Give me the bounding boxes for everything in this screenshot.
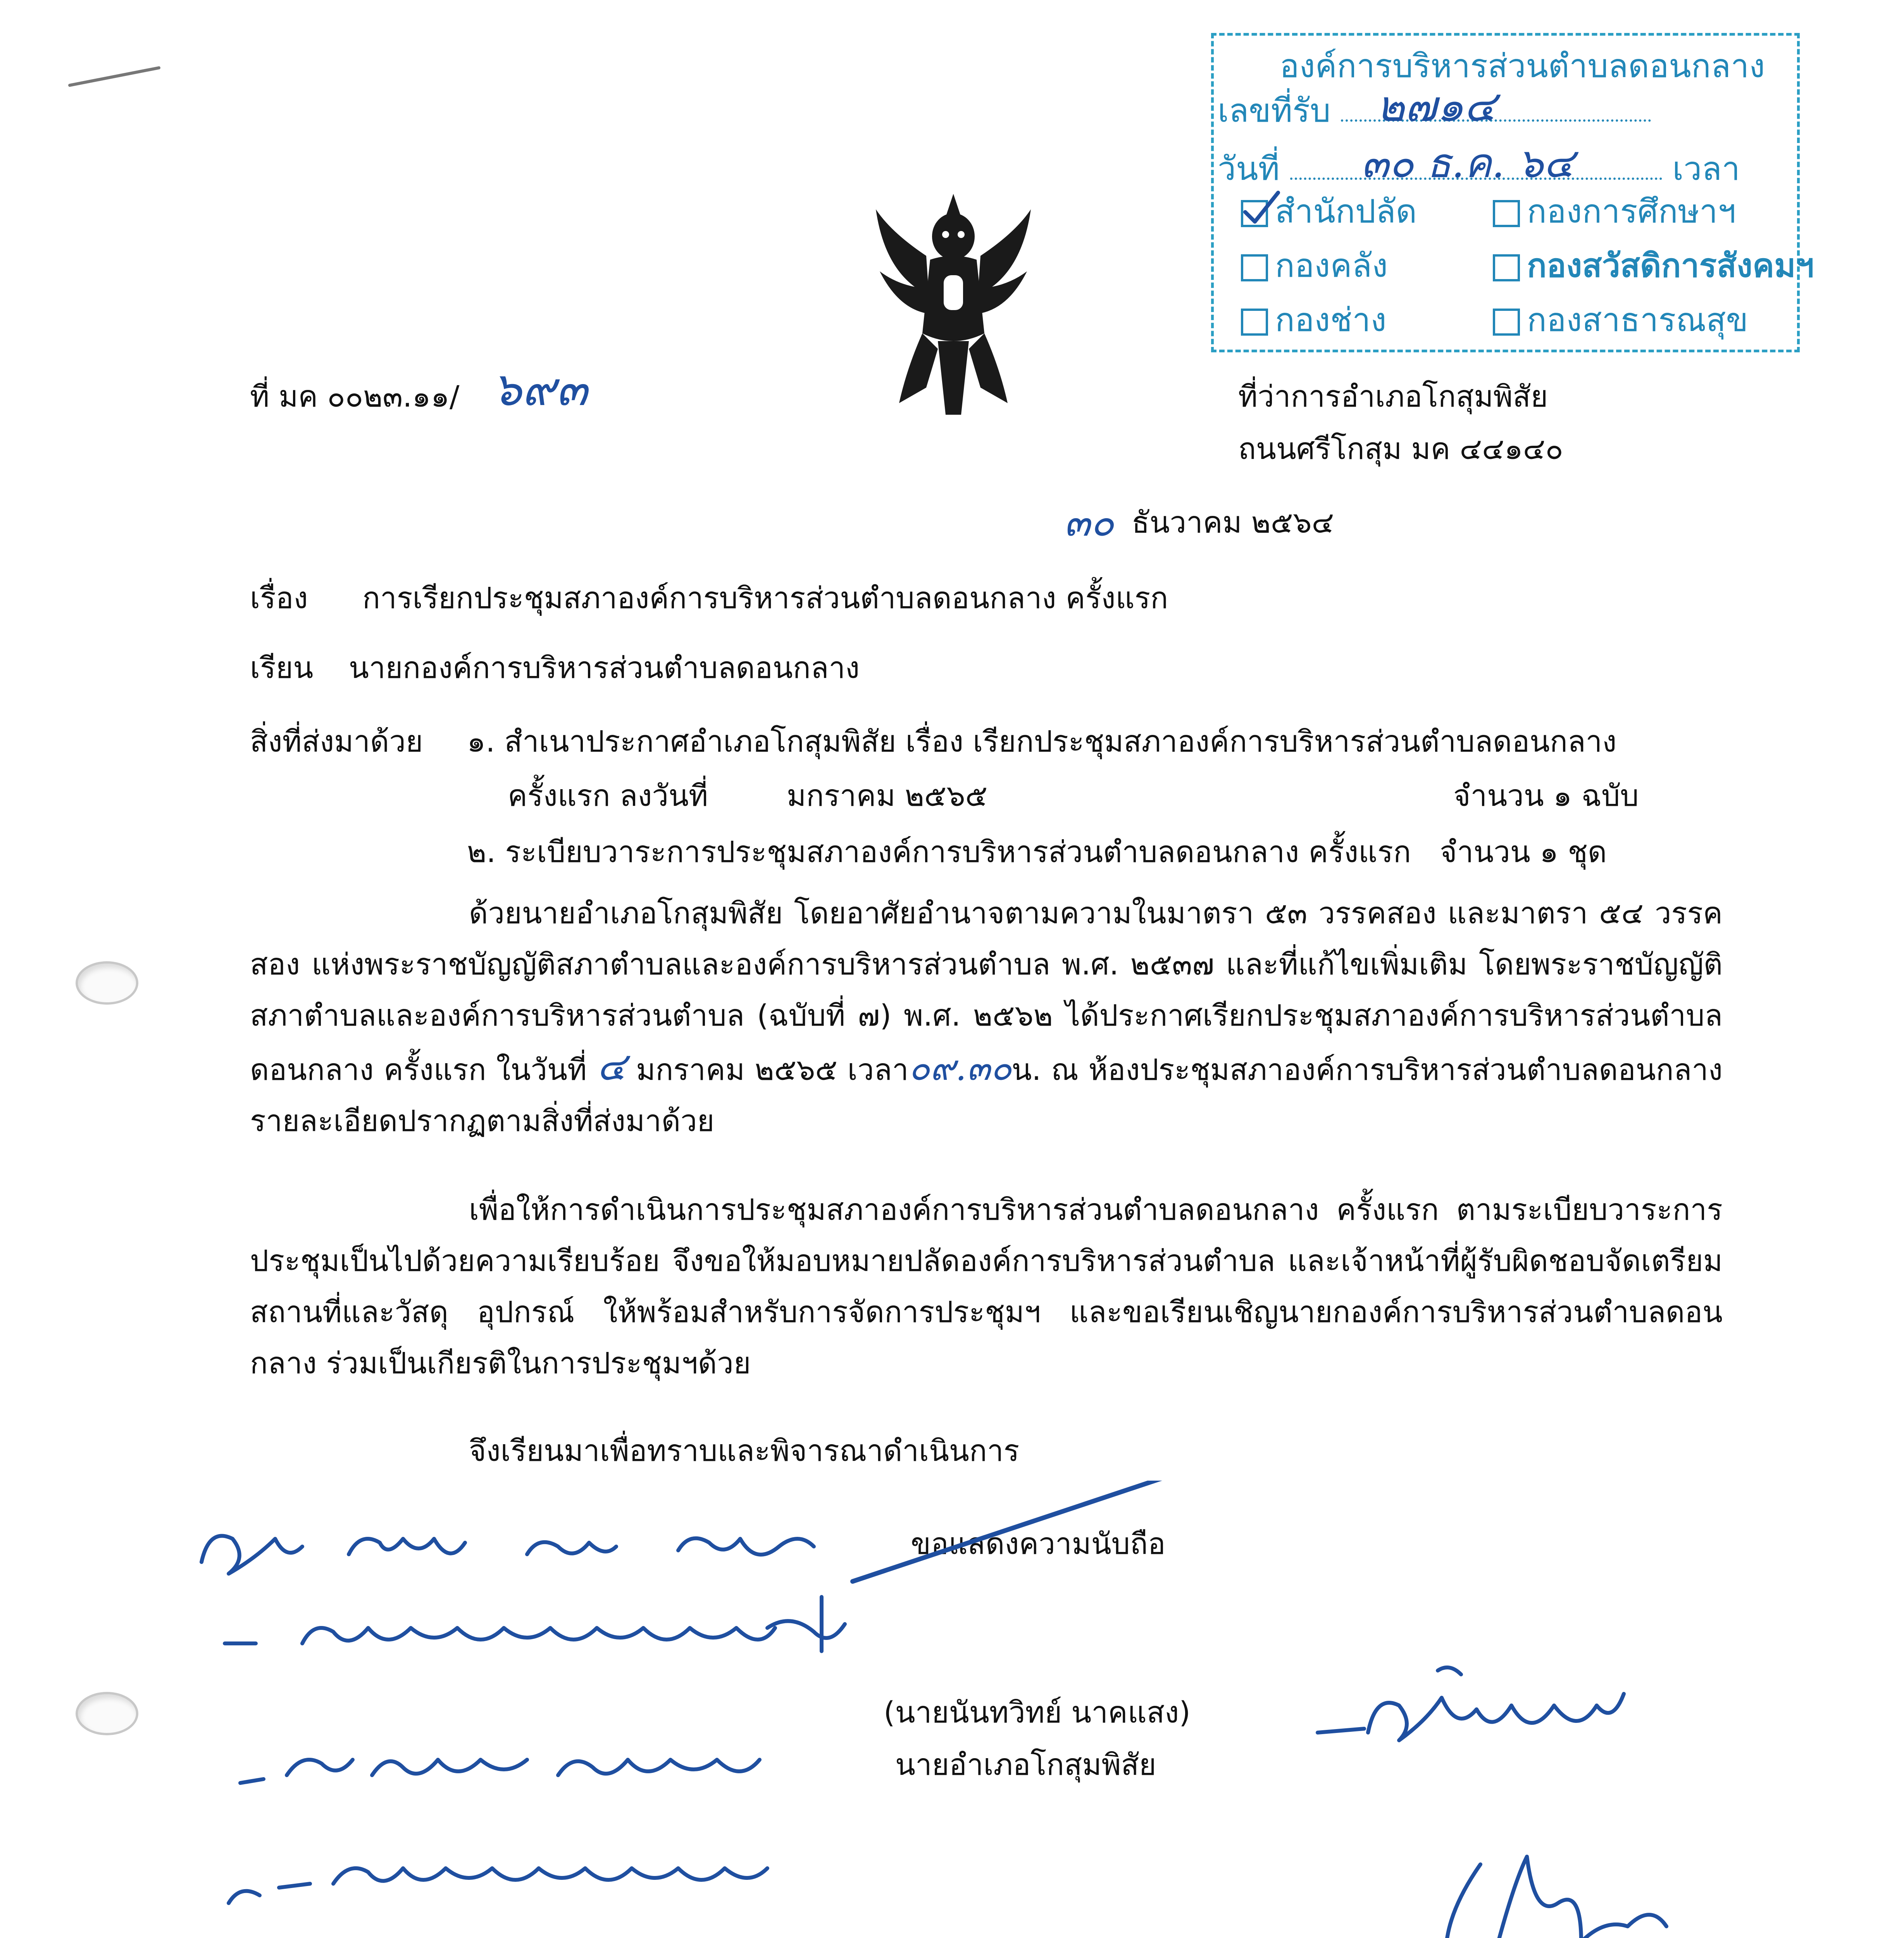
- stamp-option-6: กองสาธารณสุข: [1527, 301, 1748, 339]
- closing: ขอแสดงความนับถือ: [911, 1526, 1166, 1561]
- addressee: นายกองค์การบริหารส่วนตำบลดอนกลาง: [349, 650, 860, 685]
- enclosure-1-line2b: มกราคม ๒๕๖๕: [787, 778, 988, 813]
- stray-pen-mark: [66, 58, 167, 93]
- stamp-receipt-no: ๒๗๑๔: [1377, 81, 1496, 131]
- punch-hole-bottom: [76, 1692, 138, 1735]
- enclosure-2: ๒. ระเบียบวาระการประชุมสภาองค์การบริหารส่วนตำบลดอนกลาง ครั้งแรก: [467, 835, 1411, 869]
- office-address-line2: ถนนศรีโกสุม มค ๔๔๑๔๐: [1238, 431, 1563, 466]
- reference-handwritten: ๖๙๓: [492, 362, 588, 416]
- stamp-option-3: กองคลัง: [1275, 247, 1388, 284]
- paragraph-1: [250, 888, 1723, 1147]
- subject-label: เรื่อง: [250, 581, 308, 615]
- stamp-time-label: เวลา: [1672, 150, 1740, 188]
- enclosure-1-quantity: จำนวน ๑ ฉบับ: [1453, 778, 1639, 813]
- stamp-date-label: วันที่: [1218, 150, 1280, 188]
- paragraph-1-text-a: ด้วยนายอำเภอโกสุมพิสัย โดยอาศัยอำนาจตามความในมาตรา ๕๓ วรรคสอง และมาตรา ๕๔ วรรคสอง แห่งพระราชบัญญัติสภาตำบลและองค์การบริหารส่วนตำบล พ.ศ. ๒๕๓๗ และที่แก้ไขเพิ่มเติม โดยพระราชบัญญัติสภาตำบลและองค์การบริหารส่วนตำบล (ฉบับที่ ๗) พ.ศ. ๒๕๖๒ ได้ประกาศเรียกประชุมสภาองค์การบริหารส่วนตำบลดอนกลาง ครั้งแรก ในวันที่: [250, 896, 1723, 1087]
- office-address-line1: ที่ว่าการอำเภอโกสุมพิสัย: [1238, 379, 1548, 414]
- stamp-date-value: ๓๐ ธ.ค. ๖๔: [1361, 140, 1574, 187]
- stamp-receipt-label: เลขที่รับ: [1218, 91, 1331, 129]
- stamp-checkbox: [1241, 309, 1268, 336]
- stamp-checkbox: [1493, 200, 1520, 227]
- receiving-stamp: [1211, 33, 1814, 352]
- enclosure-1-line2a: ครั้งแรก ลงวันที่: [508, 778, 708, 813]
- approver-signature: [1310, 1647, 1767, 1938]
- paragraph-3: จึงเรียนมาเพื่อทราบและพิจารณาดำเนินการ: [469, 1433, 1020, 1468]
- enclosure-1-line1: ๑. สำเนาประกาศอำเภอโกสุมพิสัย เรื่อง เรียกประชุมสภาองค์การบริหารส่วนตำบลดอนกลาง: [467, 724, 1617, 759]
- handwritten-note: [186, 1481, 1194, 1938]
- stamp-option-5: กองช่าง: [1275, 301, 1387, 339]
- paragraph-1-time: ๐๙.๓๐: [908, 1048, 1012, 1088]
- letter-date: ธันวาคม ๒๕๖๔: [1132, 505, 1334, 540]
- stamp-option-4: กองสวัสดิการสังคมฯ: [1527, 247, 1814, 284]
- stamp-checkbox: [1493, 254, 1520, 281]
- to-label: เรียน: [250, 650, 314, 685]
- subject: การเรียกประชุมสภาองค์การบริหารส่วนตำบลดอนกลาง ครั้งแรก: [362, 581, 1168, 615]
- enclosure-label: สิ่งที่ส่งมาด้วย: [250, 724, 423, 759]
- stamp-checkbox: [1241, 254, 1268, 281]
- paragraph-1-day: ๔: [596, 1044, 626, 1089]
- enclosure-2-quantity: จำนวน ๑ ชุด: [1440, 835, 1607, 869]
- stamp-option-2: กองการศึกษาฯ: [1527, 192, 1736, 230]
- paragraph-1-text-c: น. ณ ห้องประชุมสภาองค์การบริหารส่วนตำบลดอนกลาง รายละเอียดปรากฏตามสิ่งที่ส่งมาด้วย: [250, 1052, 1723, 1138]
- signer-name: (นายนันทวิทย์ นาคแสง): [884, 1695, 1191, 1729]
- signer-title: นายอำเภอโกสุมพิสัย: [895, 1747, 1156, 1782]
- stamp-checkbox: [1493, 309, 1520, 336]
- punch-hole-top: [76, 961, 138, 1005]
- garuda-emblem: [868, 186, 1039, 419]
- stamp-option-1: สำนักปลัด: [1275, 192, 1417, 230]
- stamp-checkbox-checked: [1241, 200, 1268, 227]
- reference-number: ที่ มค ๐๐๒๓.๑๑/: [250, 379, 460, 414]
- letter-date-day: ๓๐: [1064, 500, 1114, 545]
- stamp-org: องค์การบริหารส่วนตำบลดอนกลาง: [1280, 47, 1765, 85]
- paragraph-1-text-b: มกราคม ๒๕๖๕ เวลา: [626, 1052, 909, 1087]
- paragraph-2: เพื่อให้การดำเนินการประชุมสภาองค์การบริหารส่วนตำบลดอนกลาง ครั้งแรก ตามระเบียบวาระการประชุมเป็นไปด้วยความเรียบร้อย จึงขอให้มอบหมายปลัดองค์การบริหารส่วนตำบล และเจ้าหน้าที่ผู้รับผิดชอบจัดเตรียมสถานที่และวัสดุ อุปกรณ์ ให้พร้อมสำหรับการจัดการประชุมฯ และขอเรียนเชิญนายกองค์การบริหารส่วนตำบลดอนกลาง ร่วมเป็นเกียรติในการประชุมฯด้วย: [250, 1192, 1723, 1380]
